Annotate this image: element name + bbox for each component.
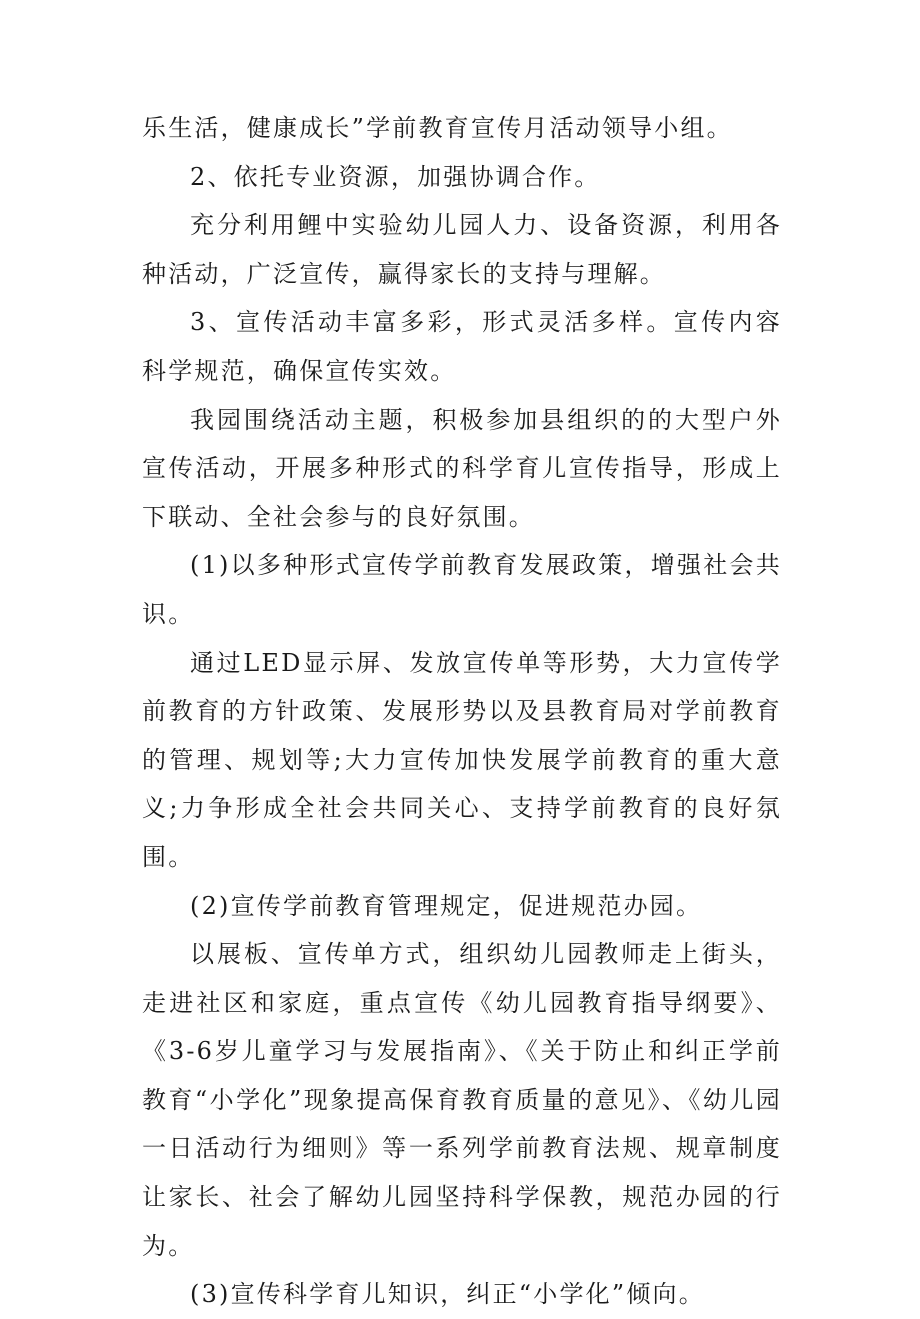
document-body bbox=[142, 104, 782, 1319]
paragraph-5: 我园围绕活动主题，积极参加县组织的的大型户外宣传活动，开展多种形式的科学育儿宣传指导，形成上下联动、全社会参与的良好氛围。 bbox=[142, 405, 782, 531]
paragraph-2: 2、依托专业资源，加强协调合作。 bbox=[190, 162, 601, 191]
paragraph-8: (2)宣传学前教育管理规定，促进规范办园。 bbox=[190, 891, 703, 920]
paragraph-3: 充分利用鲤中实验幼儿园人力、设备资源，利用各种活动，广泛宣传，赢得家长的支持与理解。 bbox=[142, 211, 782, 288]
paragraph-10: (3)宣传科学育儿知识，纠正“小学化”倾向。 bbox=[190, 1280, 705, 1309]
paragraph-7: 通过LED显示屏、发放宣传单等形势，大力宣传学前教育的方针政策、发展形势以及县教育局对学前教育的管理、规划等;大力宣传加快发展学前教育的重大意义;力争形成全社会共同关心、支持学前教育的良好氛围。 bbox=[142, 648, 782, 871]
paragraph-1: 乐生活，健康成长”学前教育宣传月活动领导小组。 bbox=[142, 114, 733, 142]
paragraph-6: (1)以多种形式宣传学前教育发展政策，增强社会共识。 bbox=[142, 551, 782, 628]
paragraph-4: 3、宣传活动丰富多彩，形式灵活多样。宣传内容科学规范，确保宣传实效。 bbox=[142, 308, 782, 385]
paragraph-9: 以展板、宣传单方式，组织幼儿园教师走上街头，走进社区和家庭，重点宣传《幼儿园教育指导纲要》、《3-6岁儿童学习与发展指南》、《关于防止和纠正学前教育“小学化”现象提高保育教育质量的意见》、《幼儿园一日活动行为细则》等一系列学前教育法规、规章制度让家长、社会了解幼儿园坚持科学保教，规范办园的行为。 bbox=[142, 940, 782, 1260]
